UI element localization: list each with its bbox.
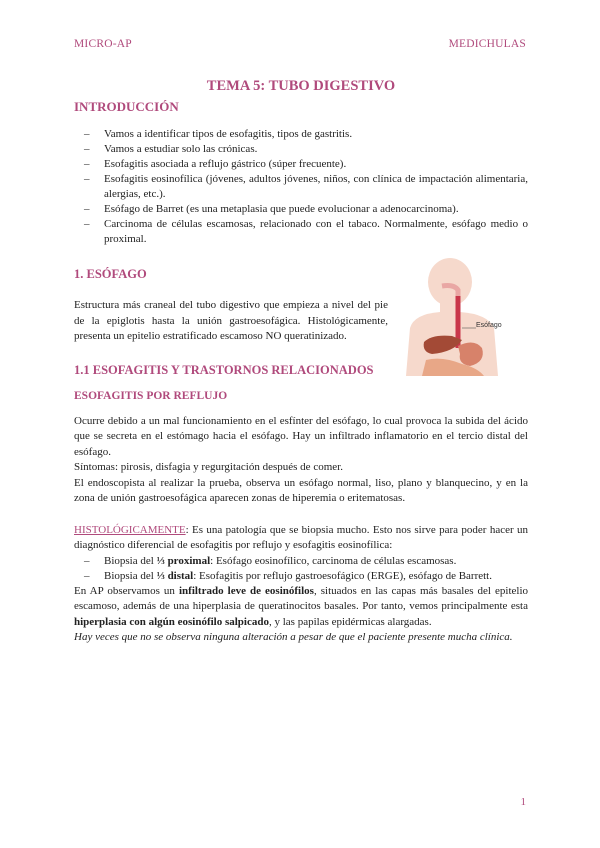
histology-label: HISTOLÓGICAMENTE [74, 523, 186, 536]
section-heading: 1.1 ESOFAGITIS Y TRASTORNOS RELACIONADOS [74, 362, 374, 377]
list-item: – Esófago de Barret (es una metaplasia que puede evolucionar a adenocarcinoma). [74, 202, 528, 217]
histology-text: : Es una patología que se biopsia mucho. Esto nos sirve para poder hacer un diagnóstico diferencial de esofagitis por reflujo y esofagitis eosinofílica: [74, 523, 528, 551]
list-item: – Esofagitis eosinofílica (jóvenes, adultos jóvenes, niños, con clínica de impactación alimentaria, alergias, etc.). [74, 172, 528, 202]
list-item: – Vamos a estudiar solo las crónicas. [74, 142, 528, 157]
esophagus-label: Esófago [476, 322, 502, 329]
ap-text: , y las papilas epidérmicas alargadas. [268, 615, 432, 628]
paragraph-ap [74, 584, 528, 631]
header-right: MEDICHULAS [448, 38, 526, 50]
esofago-heading: 1. ESÓFAGO [74, 267, 147, 281]
intro-heading: INTRODUCCIÓN [74, 99, 179, 114]
biopsy-pre: Biopsia del [104, 554, 157, 567]
list-item [74, 569, 528, 584]
biopsy-pre: Biopsia del [104, 569, 157, 582]
esofago-text: Estructura más craneal del tubo digestivo que empieza a nivel del pie de la epiglotis hasta la unión gastroesofágica. Histológicamente, presenta un epitelio estratificado escamoso NO queratinizado. [74, 299, 388, 342]
paragraph-histology [74, 523, 528, 554]
paragraph-endoscopy: El endoscopista al realizar la prueba, observa un esófago normal, liso, plano y blanquecino, y en la zona de unión gastroesofágica aparecen zonas de hiperemia o eritematosas. [74, 476, 528, 504]
biopsy-post: : Esófago eosinofílico, carcinoma de células escamosas. [210, 554, 457, 567]
list-item: – Carcinoma de células escamosas, relacionado con el tabaco. Normalmente, esófago medio o proximal. [74, 217, 528, 247]
intro-list [74, 127, 528, 247]
list-item [74, 554, 528, 569]
ap-bold: infiltrado leve de eosinófilos [178, 584, 314, 597]
list-item: – Esofagitis asociada a reflujo gástrico (súper frecuente). [74, 157, 528, 172]
biopsy-post: : Esofagitis por reflujo gastroesofágico (ERGE), esófago de Barrett. [193, 569, 492, 582]
list-item: – Vamos a identificar tipos de esofagitis, tipos de gastritis. [74, 127, 528, 142]
page-title: TEMA 5: TUBO DIGESTIVO [206, 78, 396, 94]
biopsy-bold: ⅓ proximal [156, 554, 211, 567]
ap-bold: hiperplasia con algún eosinófilo salpicado [74, 615, 269, 628]
ap-text: En AP observamos un [74, 584, 179, 597]
note: Hay veces que no se observa ninguna alteración a pesar de que el paciente presente mucha clínica. [74, 631, 513, 643]
esophagus-illustration [402, 256, 530, 376]
page-number: 1 [520, 796, 526, 808]
subsection-heading: ESOFAGITIS POR REFLUJO [74, 389, 228, 402]
paragraph-symptoms: Síntomas: pirosis, disfagia y regurgitación después de comer. [74, 461, 343, 473]
biopsy-bold: ⅓ distal [156, 569, 194, 582]
header-left: MICRO-AP [74, 38, 132, 50]
paragraph-cause: Ocurre debido a un mal funcionamiento en el esfínter del esófago, lo cual provoca la subida del ácido que se secreta en el estómago hacia el esófago. Hay un infiltrado inflamatorio en el tercio distal del esófago. [74, 414, 528, 458]
biopsy-list [74, 554, 528, 584]
ap-text: , situados en las capas más basales del epitelio escamoso, además de una hiperplasia de queratinocitos basales. Por tanto, vemos principalmente esta [74, 584, 529, 612]
body-diagram-icon [402, 256, 530, 376]
